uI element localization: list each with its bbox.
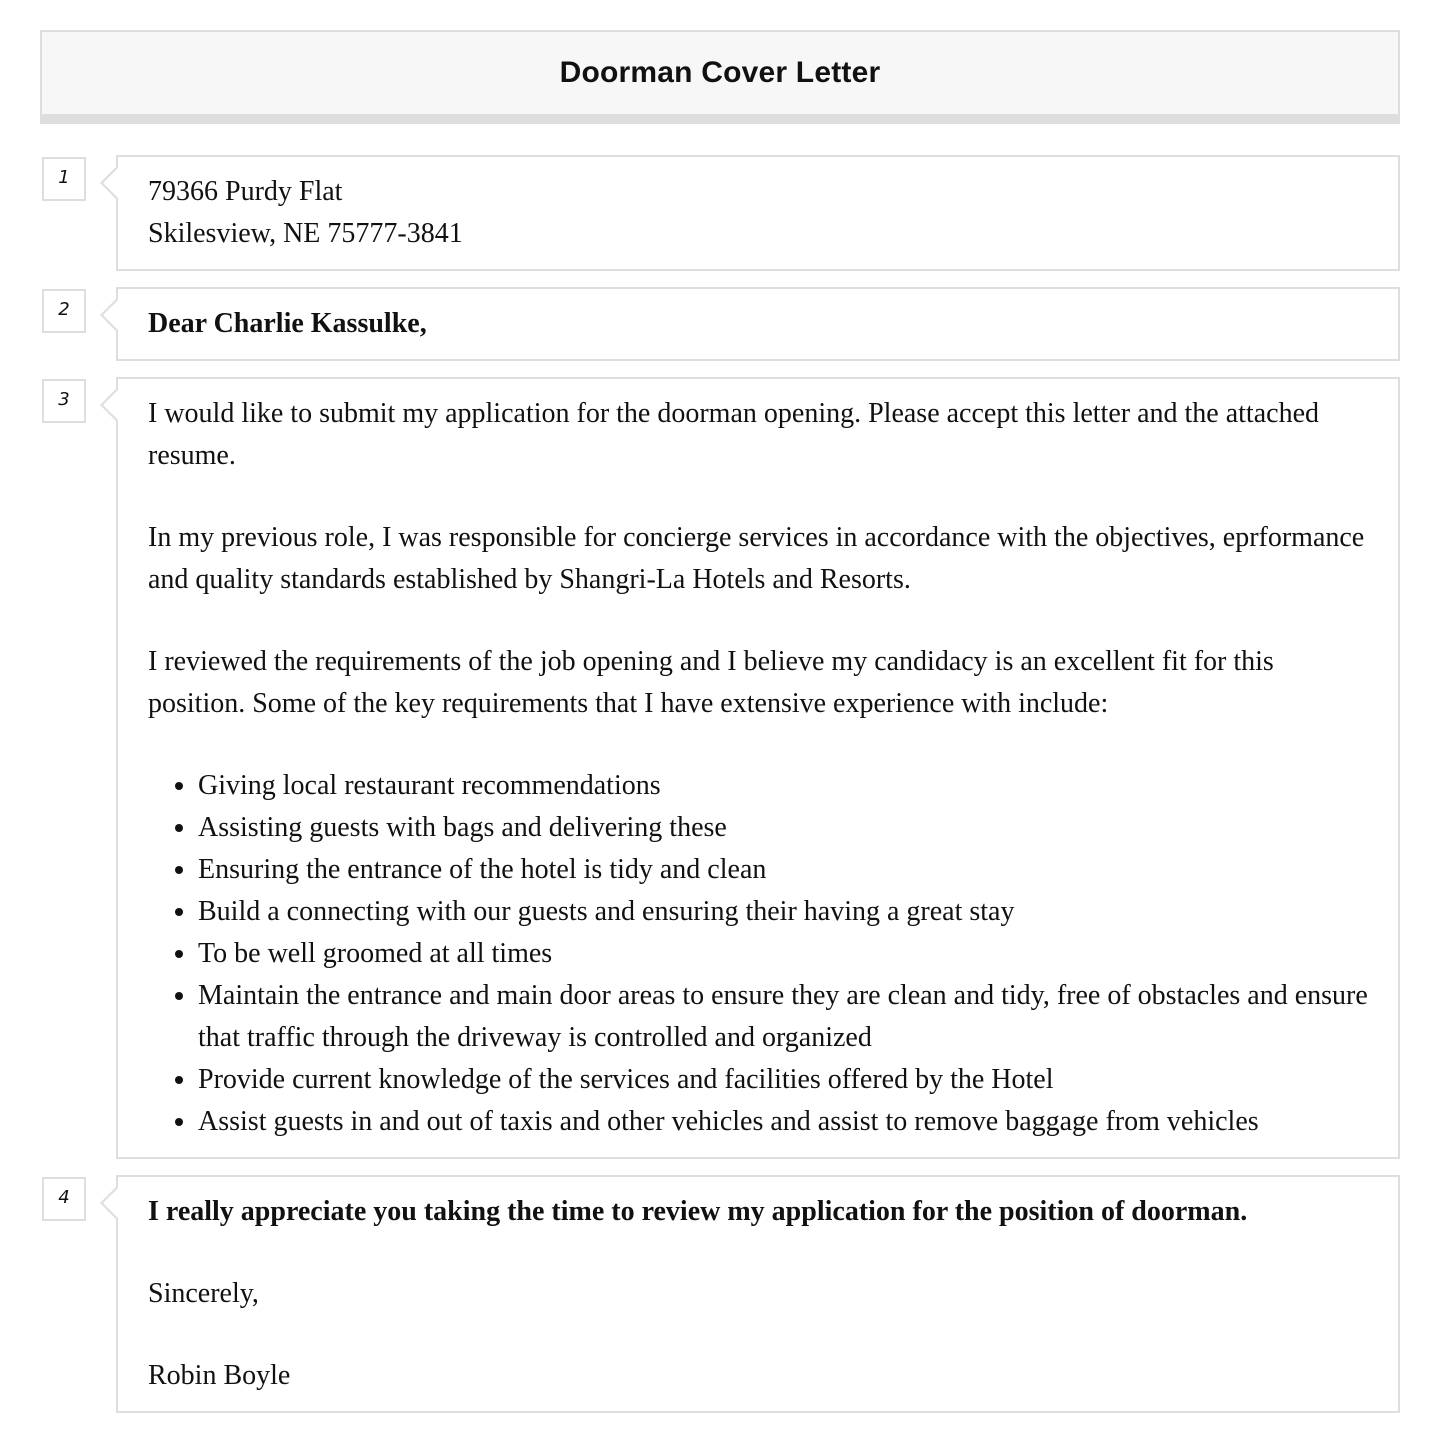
list-item: • Ensuring the entrance of the hotel is tidy and clean: [198, 849, 1368, 891]
address-block: [116, 155, 1400, 271]
list-item: • Giving local restaurant recommendations: [198, 765, 1368, 807]
list-item: • Assisting guests with bags and delivering these: [198, 807, 1368, 849]
signature: Robin Boyle: [148, 1360, 291, 1391]
list-item: • To be well groomed at all times: [198, 933, 1368, 975]
address-line-2: Skilesview, NE 75777-3841: [148, 218, 463, 249]
list-item: • Maintain the entrance and main door areas to ensure they are clean and tidy, free of obstacles and ensure that traffic through the driveway is controlled and organized: [198, 975, 1368, 1059]
body-block: [116, 377, 1400, 1159]
section-number-badge: 2: [42, 289, 86, 333]
closing-statement: I really appreciate you taking the time to review my application for the position of doorman.: [148, 1196, 1248, 1227]
list-item: • Provide current knowledge of the services and facilities offered by the Hotel: [198, 1059, 1368, 1101]
requirements-list: [148, 765, 1368, 1143]
closing-block: [116, 1175, 1400, 1413]
sign-off: Sincerely,: [148, 1278, 259, 1309]
section-number-badge: 4: [42, 1177, 86, 1221]
body-paragraph-experience: In my previous role, I was responsible for concierge services in accordance with the objectives, eprformance and quality standards established by Shangri-La Hotels and Resorts.: [148, 522, 1365, 595]
section-number-badge: 1: [42, 157, 86, 201]
body-paragraph-requirements: I reviewed the requirements of the job opening and I believe my candidacy is an excellent fit for this position. Some of the key requirements that I have extensive experience with include:: [148, 646, 1274, 719]
page-header: [40, 30, 1400, 124]
body-paragraph-intro: I would like to submit my application for the doorman opening. Please accept this letter and the attached resume.: [148, 398, 1319, 471]
list-item: • Assist guests in and out of taxis and other vehicles and assist to remove baggage from vehicles: [198, 1101, 1368, 1143]
section-number-badge: 3: [42, 379, 86, 423]
address-line-1: 79366 Purdy Flat: [148, 176, 343, 207]
page-title: Doorman Cover Letter: [559, 56, 881, 89]
list-item: • Build a connecting with our guests and ensuring their having a great stay: [198, 891, 1368, 933]
salutation-block: [116, 287, 1400, 361]
salutation: Dear Charlie Kassulke,: [148, 308, 427, 339]
